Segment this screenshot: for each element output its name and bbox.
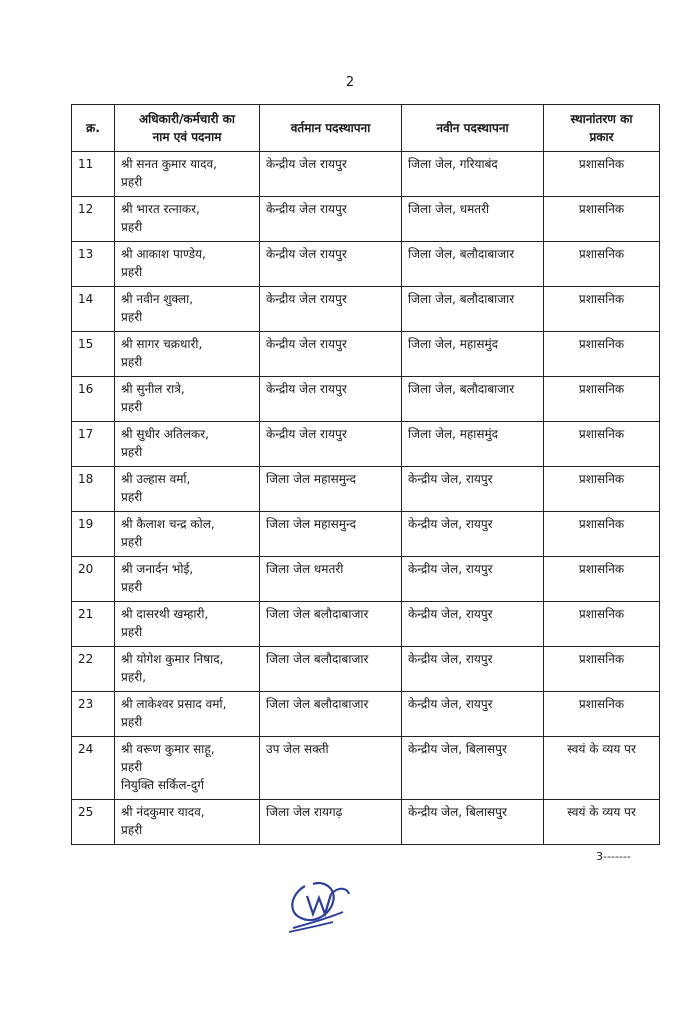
new-posting-cell: केन्द्रीय जेल, रायपुर bbox=[402, 692, 544, 737]
transfer-type-cell: प्रशासनिक bbox=[544, 512, 660, 557]
table-row bbox=[72, 647, 660, 692]
employee-name: श्री सनत कुमार यादव, bbox=[121, 157, 217, 171]
employee-name: श्री नवीन शुक्ला, bbox=[121, 292, 194, 306]
header-new-posting: नवीन पदस्थापना bbox=[402, 105, 544, 152]
serial-cell: 25 bbox=[72, 800, 115, 845]
current-posting-cell: जिला जेल बलौदाबाजार bbox=[260, 602, 402, 647]
name-cell bbox=[115, 602, 260, 647]
table-row bbox=[72, 422, 660, 467]
employee-name: श्री कैलाश चन्द्र कोल, bbox=[121, 517, 215, 531]
name-cell bbox=[115, 377, 260, 422]
employee-name: श्री सुधीर अतिलकर, bbox=[121, 427, 209, 441]
serial-cell: 23 bbox=[72, 692, 115, 737]
name-cell bbox=[115, 242, 260, 287]
current-posting-cell: केन्द्रीय जेल रायपुर bbox=[260, 242, 402, 287]
current-posting-cell: केन्द्रीय जेल रायपुर bbox=[260, 287, 402, 332]
employee-name: श्री भारत रत्नाकर, bbox=[121, 202, 200, 216]
employee-designation: प्रहरी bbox=[121, 760, 143, 774]
transfer-type-cell: प्रशासनिक bbox=[544, 602, 660, 647]
employee-designation: प्रहरी bbox=[121, 310, 143, 324]
table-row bbox=[72, 737, 660, 800]
transfer-type-cell: प्रशासनिक bbox=[544, 377, 660, 422]
employee-designation: प्रहरी bbox=[121, 823, 143, 837]
page-number: 2 bbox=[345, 75, 355, 90]
transfer-type-cell: प्रशासनिक bbox=[544, 647, 660, 692]
current-posting-cell: जिला जेल महासमुन्द bbox=[260, 512, 402, 557]
serial-cell: 11 bbox=[72, 152, 115, 197]
name-cell bbox=[115, 467, 260, 512]
name-cell bbox=[115, 692, 260, 737]
table-row bbox=[72, 377, 660, 422]
employee-name: श्री आकाश पाण्डेय, bbox=[121, 247, 206, 261]
signature bbox=[283, 872, 353, 934]
new-posting-cell: केन्द्रीय जेल, रायपुर bbox=[402, 602, 544, 647]
employee-designation: प्रहरी bbox=[121, 715, 143, 729]
employee-designation: प्रहरी bbox=[121, 355, 143, 369]
current-posting-cell: केन्द्रीय जेल रायपुर bbox=[260, 377, 402, 422]
table-row bbox=[72, 467, 660, 512]
serial-cell: 20 bbox=[72, 557, 115, 602]
employee-designation: प्रहरी bbox=[121, 490, 143, 504]
employee-name: श्री वरूण कुमार साहू, bbox=[121, 742, 215, 756]
new-posting-cell: केन्द्रीय जेल, रायपुर bbox=[402, 557, 544, 602]
table-row bbox=[72, 800, 660, 845]
employee-designation: प्रहरी bbox=[121, 535, 143, 549]
serial-cell: 22 bbox=[72, 647, 115, 692]
table-row bbox=[72, 512, 660, 557]
header-name-line1: अधिकारी/कर्मचारी का bbox=[138, 112, 236, 126]
serial-cell: 17 bbox=[72, 422, 115, 467]
employee-name: श्री योगेश कुमार निषाद, bbox=[121, 652, 224, 666]
name-cell bbox=[115, 800, 260, 845]
new-posting-cell: जिला जेल, गरियाबंद bbox=[402, 152, 544, 197]
transfer-table bbox=[71, 104, 660, 845]
new-posting-cell: जिला जेल, बलौदाबाजार bbox=[402, 377, 544, 422]
name-cell bbox=[115, 332, 260, 377]
serial-cell: 15 bbox=[72, 332, 115, 377]
employee-name: श्री जनार्दन भोई, bbox=[121, 562, 194, 576]
name-cell bbox=[115, 737, 260, 800]
name-cell bbox=[115, 512, 260, 557]
table-row bbox=[72, 197, 660, 242]
current-posting-cell: केन्द्रीय जेल रायपुर bbox=[260, 332, 402, 377]
new-posting-cell: जिला जेल, बलौदाबाजार bbox=[402, 287, 544, 332]
employee-name: श्री लाकेश्वर प्रसाद वर्मा, bbox=[121, 697, 227, 711]
table-row bbox=[72, 152, 660, 197]
table-header-row bbox=[72, 105, 660, 152]
current-posting-cell: जिला जेल बलौदाबाजार bbox=[260, 647, 402, 692]
transfer-type-cell: प्रशासनिक bbox=[544, 332, 660, 377]
table-row bbox=[72, 692, 660, 737]
employee-appointment: नियुक्ति सर्किल-दुर्ग bbox=[121, 778, 204, 792]
employee-designation: प्रहरी bbox=[121, 175, 143, 189]
transfer-type-cell: प्रशासनिक bbox=[544, 242, 660, 287]
new-posting-cell: जिला जेल, धमतरी bbox=[402, 197, 544, 242]
current-posting-cell: केन्द्रीय जेल रायपुर bbox=[260, 152, 402, 197]
current-posting-cell: केन्द्रीय जेल रायपुर bbox=[260, 422, 402, 467]
current-posting-cell: जिला जेल रायगढ़ bbox=[260, 800, 402, 845]
continued-marker: 3------- bbox=[596, 850, 631, 863]
employee-designation: प्रहरी bbox=[121, 580, 143, 594]
serial-cell: 14 bbox=[72, 287, 115, 332]
transfer-type-cell: प्रशासनिक bbox=[544, 197, 660, 242]
employee-name: श्री नंदकुमार यादव, bbox=[121, 805, 205, 819]
new-posting-cell: केन्द्रीय जेल, बिलासपुर bbox=[402, 800, 544, 845]
current-posting-cell: जिला जेल धमतरी bbox=[260, 557, 402, 602]
transfer-type-cell: प्रशासनिक bbox=[544, 287, 660, 332]
new-posting-cell: केन्द्रीय जेल, रायपुर bbox=[402, 467, 544, 512]
current-posting-cell: केन्द्रीय जेल रायपुर bbox=[260, 197, 402, 242]
name-cell bbox=[115, 152, 260, 197]
employee-name: श्री सागर चक्रधारी, bbox=[121, 337, 203, 351]
transfer-type-cell: प्रशासनिक bbox=[544, 692, 660, 737]
employee-designation: प्रहरी, bbox=[121, 670, 147, 684]
new-posting-cell: जिला जेल, महासमुंद bbox=[402, 332, 544, 377]
header-name-line2: नाम एवं पदनाम bbox=[152, 130, 222, 144]
name-cell bbox=[115, 197, 260, 242]
header-type-line2: प्रकार bbox=[589, 130, 614, 144]
serial-cell: 16 bbox=[72, 377, 115, 422]
name-cell bbox=[115, 557, 260, 602]
current-posting-cell: उप जेल सक्ती bbox=[260, 737, 402, 800]
employee-designation: प्रहरी bbox=[121, 445, 143, 459]
name-cell bbox=[115, 287, 260, 332]
new-posting-cell: केन्द्रीय जेल, बिलासपुर bbox=[402, 737, 544, 800]
name-cell bbox=[115, 422, 260, 467]
new-posting-cell: जिला जेल, महासमुंद bbox=[402, 422, 544, 467]
employee-designation: प्रहरी bbox=[121, 265, 143, 279]
transfer-type-cell: प्रशासनिक bbox=[544, 467, 660, 512]
new-posting-cell: केन्द्रीय जेल, रायपुर bbox=[402, 512, 544, 557]
transfer-type-cell: स्वयं के व्यय पर bbox=[544, 800, 660, 845]
employee-name: श्री उल्हास वर्मा, bbox=[121, 472, 191, 486]
new-posting-cell: जिला जेल, बलौदाबाजार bbox=[402, 242, 544, 287]
table-row bbox=[72, 602, 660, 647]
header-type-line1: स्थानांतरण का bbox=[570, 112, 633, 126]
table-row bbox=[72, 557, 660, 602]
header-transfer-type bbox=[544, 105, 660, 152]
employee-name: श्री सुनील रात्रे, bbox=[121, 382, 185, 396]
serial-cell: 13 bbox=[72, 242, 115, 287]
employee-designation: प्रहरी bbox=[121, 625, 143, 639]
employee-designation: प्रहरी bbox=[121, 220, 143, 234]
transfer-type-cell: प्रशासनिक bbox=[544, 557, 660, 602]
transfer-type-cell: स्वयं के व्यय पर bbox=[544, 737, 660, 800]
employee-name: श्री दासरथी खम्हारी, bbox=[121, 607, 209, 621]
table-row bbox=[72, 242, 660, 287]
serial-cell: 24 bbox=[72, 737, 115, 800]
header-serial: क्र. bbox=[72, 105, 115, 152]
table-row bbox=[72, 287, 660, 332]
transfer-type-cell: प्रशासनिक bbox=[544, 422, 660, 467]
header-current-posting: वर्तमान पदस्थापना bbox=[260, 105, 402, 152]
name-cell bbox=[115, 647, 260, 692]
header-name bbox=[115, 105, 260, 152]
current-posting-cell: जिला जेल महासमुन्द bbox=[260, 467, 402, 512]
transfer-type-cell: प्रशासनिक bbox=[544, 152, 660, 197]
serial-cell: 19 bbox=[72, 512, 115, 557]
serial-cell: 18 bbox=[72, 467, 115, 512]
serial-cell: 12 bbox=[72, 197, 115, 242]
serial-cell: 21 bbox=[72, 602, 115, 647]
new-posting-cell: केन्द्रीय जेल, रायपुर bbox=[402, 647, 544, 692]
table-row bbox=[72, 332, 660, 377]
current-posting-cell: जिला जेल बलौदाबाजार bbox=[260, 692, 402, 737]
employee-designation: प्रहरी bbox=[121, 400, 143, 414]
